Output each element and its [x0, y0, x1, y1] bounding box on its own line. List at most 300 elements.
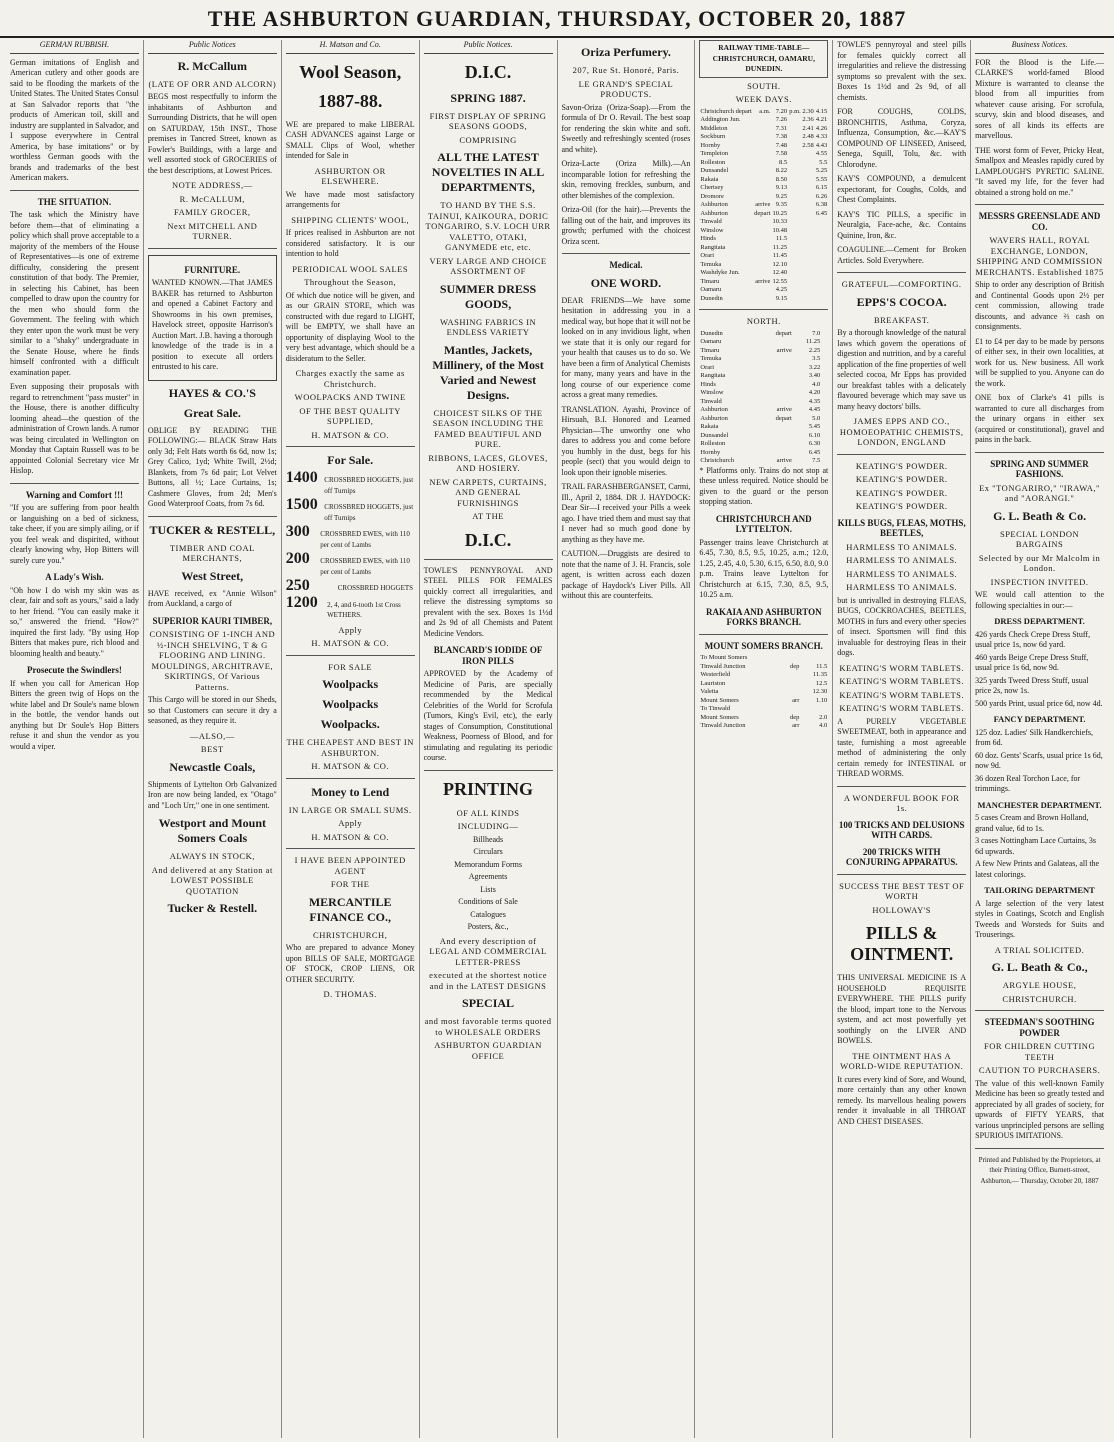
christchurch-label: CHRISTCHURCH,	[313, 929, 388, 940]
dic-first-display: FIRST DISPLAY OF SPRING SEASONS GOODS,	[429, 110, 547, 131]
pills-ointment: PILLS & OINTMENT.	[850, 923, 954, 964]
time-cell	[788, 286, 815, 295]
timetable-row	[699, 671, 828, 680]
time-cell: arrive	[776, 406, 792, 413]
money-to-lend: Money to Lend	[311, 784, 390, 799]
wool-season-title: Wool Season,	[299, 61, 402, 82]
furniture-text: WANTED KNOWN.—That JAMES BAKER has returned to Ashburton and opened a Cabinet Factory and Showrooms in his own premises, Havelock street, opposite Harrison's Auction Mart. J.B. having a thorough knowledge of the trade is in a position to execute all orders entrusted to his care.	[151, 278, 273, 371]
for-the: FOR THE	[330, 879, 370, 889]
time-cell: 7.31	[775, 124, 788, 132]
beath-title-2: G. L. Beath & Co.,	[991, 960, 1088, 974]
appointed-agent: I HAVE BEEN APPOINTED AGENT	[294, 855, 406, 876]
guardian-office: ASHBURTON GUARDIAN OFFICE	[434, 1040, 542, 1061]
time-cell: 2.41	[802, 124, 814, 132]
station-name: Christchurch depart	[700, 107, 752, 115]
timetable-row	[699, 347, 828, 356]
time-cell	[825, 415, 829, 424]
westport-note: And delivered at any Station at LOWEST POSSIBLE QUOTATION	[151, 864, 273, 896]
ribbons-laces: RIBBONS, LACES, GLOVES, AND HOSIERY.	[428, 452, 548, 473]
station-name: Rakaia	[700, 175, 719, 183]
station-name: Dunsandel	[700, 167, 729, 174]
time-cell: 2.0	[819, 713, 828, 721]
time-cell	[761, 440, 793, 449]
time-cell: 6.26	[815, 192, 828, 200]
station-name: Dunedin	[700, 294, 723, 302]
time-cell	[788, 227, 815, 236]
timetable-row	[699, 150, 828, 159]
time-cell	[761, 432, 793, 441]
inspection-label: INSPECTION INVITED.	[990, 576, 1089, 587]
time-cell: 2.25	[808, 346, 821, 354]
time-cell	[815, 295, 828, 304]
hayes-subtitle: Great Sale.	[183, 405, 241, 420]
dress-items	[975, 630, 1104, 710]
choicest-silks: CHOICEST SILKS OF THE SEASON INCLUDING THE FAMED BEAUTIFUL AND PURE.	[432, 407, 544, 449]
time-cell: a.m.	[759, 107, 771, 115]
grateful-label: GRATEFUL—COMFORTING.	[841, 279, 962, 289]
column-1	[6, 40, 144, 1438]
time-cell	[753, 286, 771, 295]
timetable-row	[699, 295, 828, 304]
time-cell: 7.20	[775, 107, 788, 115]
time-cell	[753, 184, 771, 193]
timetable-row	[699, 714, 828, 723]
timetable-row	[699, 338, 828, 347]
time-cell: 3.40	[808, 372, 821, 379]
timetable-row	[699, 432, 828, 441]
hoggets-list	[285, 469, 415, 621]
printing-title: PRINTING	[443, 778, 534, 799]
time-cell: arrive	[776, 457, 792, 464]
wholesale-terms: and most favorable terms quoted to WHOLESALE ORDERS	[424, 1016, 552, 1037]
steedman-title: STEEDMAN'S SOOTHING POWDER	[984, 1017, 1095, 1038]
blancard-heading: BLANCARD'S IODIDE OF IRON PILLS	[433, 645, 543, 666]
harmless-line: HARMLESS TO ANIMALS.	[846, 541, 958, 552]
address-name: R. McCALLUM,	[179, 193, 245, 204]
timetable-row	[699, 201, 828, 210]
timetable-row	[699, 269, 828, 278]
timetable-row	[699, 440, 828, 449]
time-cell: 9.25	[775, 192, 788, 200]
station-name: Winslow	[700, 226, 724, 234]
time-cell: 6.30	[808, 440, 821, 447]
chch-lyttelton-text: Passenger trains leave Christchurch at 6.45, 7.30, 8.5, 9.5, 10.25, a.m.; 12.0, 1.25, 2.45, 4.0, 5.30, 6.15, 6.50, 8.0, 9.0 p.m. Trains leave Lyttelton for Christchurch at 6.15, 7.30, 8.5, 9.5, 10.25 a.m.	[699, 537, 829, 599]
swindlers-heading: Prosecute the Swindlers!	[27, 665, 122, 675]
situation-text-1: The task which the Ministry have before them—that of eliminating a policy which shall prove acceptable to a majority of the members of the House of Representatives—is one of extreme difficulty, considering the present constitution of that body. The Premier, in selecting his Cabinet, has been compelled to draw upon the country for the men who should form the Government. The feeling with which they enter upon the work must be very similar to a "shaky" undergraduate in the Senate House, where he finds himself confronted with a difficult examination paper.	[10, 210, 139, 377]
fancy-item: 36 dozen Real Torchon Lace, for trimmings.	[975, 773, 1081, 793]
oriza-text-2: Oriza-Lacte (Oriza Milk).—An incomparable lotion for refreshing the skin, removing freckles, sunburn, and other blemishes of the complexion.	[561, 159, 691, 200]
warning-heading: Warning and Comfort !!!	[25, 489, 124, 500]
lady-wish-text: "Oh how I do wish my skin was as clear, fair and soft as yours," said a lady to her friend. "You can easily make it so," answered the friend. "How?" inquired the first lady. "By using Hop Bitters that makes pure, rich blood and blooming health and beauty."	[10, 585, 139, 658]
executed-notice: executed at the shortest notice and in the LATEST DESIGNS	[429, 970, 548, 991]
trial-solicited: A TRIAL SOLICITED.	[994, 944, 1085, 955]
time-cell	[753, 167, 771, 176]
time-cell	[815, 278, 828, 287]
cargo-text: This Cargo will be stored in our Sheds, so that Customers can secure it dry a seasoned, as they require it.	[147, 695, 277, 725]
matson-sign-1: H. MATSON & CO.	[311, 429, 389, 440]
time-cell	[753, 176, 771, 185]
kay-linseed-text: FOR COUGHS, COLDS, BRONCHITIS, Asthma, Coryza, Influenza, Consumption, &c.—KAY'S COMPOUND OF LINSEED, Aniseed, Senega, Squill, Tolu, &c. with Chlorodyne.	[837, 107, 967, 169]
time-cell: 8.22	[775, 167, 788, 174]
manchester-dept-heading: MANCHESTER DEPARTMENT.	[977, 799, 1102, 810]
timetable-row	[699, 176, 828, 185]
column-3-header: H. Matson and Co.	[286, 40, 415, 54]
time-cell: 6.10	[808, 431, 821, 439]
time-cell	[788, 261, 815, 270]
time-cell: 11.5	[816, 662, 828, 670]
call-attention: WE would call attention to the following specialties in our:—	[975, 590, 1104, 610]
station-name: Middleton	[700, 124, 728, 132]
time-cell: 10.33	[772, 218, 788, 225]
station-name: Ashburton	[700, 201, 728, 208]
divider	[975, 452, 1104, 453]
time-cell	[761, 398, 793, 407]
time-cell	[781, 688, 800, 697]
cheapest-best: THE CHEAPEST AND BEST IN ASHBURTON.	[286, 737, 414, 758]
station-name: Ashburton	[700, 414, 728, 422]
keating-line: KEATING'S POWDER.	[855, 487, 948, 498]
station-name: Valetta	[700, 688, 719, 695]
dic-spring: SPRING 1887.	[450, 90, 526, 105]
divider	[975, 204, 1104, 205]
fancy-item: 60 doz. Gents' Scarfs, usual price 1s 6d, now 9d.	[975, 750, 1103, 770]
column-2-header: Public Notices	[148, 40, 277, 54]
time-cell: 5.55	[815, 175, 828, 183]
time-cell	[825, 432, 829, 441]
timetable-row	[699, 372, 828, 381]
time-cell: 4.33	[815, 133, 828, 140]
station-name: Tinwald	[700, 218, 722, 225]
timetable-row	[699, 286, 828, 295]
chch-lyttelton-heading: CHRISTCHURCH AND LYTTELTON.	[715, 513, 812, 534]
german-rubbish-text: German imitations of English and American cutlery and other goods are said to be flooding the markets of the United States. The United States Consul at San Salvador reports that "the products of American toil, skill and industry are supplanted in Salvador, and I suppose everywhere in Central America, by base imitations" or by worthless German goods with the brands and trademarks of the best American makers.	[10, 57, 139, 182]
divider	[10, 483, 139, 484]
one-word-heading: ONE WORD.	[590, 275, 662, 290]
time-cell: 2.58	[802, 141, 814, 149]
time-cell	[825, 440, 829, 449]
address-trade: FAMILY GROCER,	[174, 207, 251, 217]
time-cell	[825, 338, 829, 347]
south-timetable	[699, 108, 828, 304]
time-cell: depart	[754, 209, 771, 217]
station-name: Temuka	[700, 260, 722, 268]
woolpacks-twine: WOOLPACKS AND TWINE	[294, 392, 406, 402]
divider	[837, 874, 966, 875]
imprint: Printed and Published by the Proprietors, at their Printing Office, Burnett-street, Ashburton,— Thursday, October 20, 1887	[978, 1155, 1101, 1185]
time-cell	[825, 406, 829, 415]
time-cell: 7.26	[775, 116, 788, 123]
column-7	[833, 40, 971, 1438]
legal-letterpress: And every description of LEGAL AND COMMERCIAL LETTER-PRESS	[429, 935, 547, 967]
breakfast-label: BREAKFAST.	[873, 314, 930, 325]
argyle-house: ARGYLE HOUSE,	[1002, 980, 1077, 990]
fancy-dept-heading: FANCY DEPARTMENT.	[993, 714, 1086, 724]
time-cell	[753, 142, 771, 151]
time-cell: depart	[775, 414, 792, 422]
worm-line: KEATING'S WORM TABLETS.	[839, 662, 965, 673]
swindlers-text: If when you call for American Hop Bitters the green twig of Hops on the white label and Dr Soule's name blown in the bottle, the vendor hands out anything but Dr Soule's Hop Bitters refuse it and shun the vendor as you would a viper.	[10, 678, 139, 751]
time-cell: 10.25	[772, 209, 788, 217]
masthead	[0, 0, 1114, 38]
timetable-row	[699, 116, 828, 125]
north-timetable	[699, 330, 828, 466]
furniture-label: FURNITURE.	[184, 264, 241, 275]
time-cell	[788, 150, 815, 159]
clarke-pills-text: ONE box of Clarke's 41 pills is warranted to cure all discharges from the urinary organs in either sex (acquired or constitutional), gravel and pains in the back.	[975, 393, 1104, 444]
harmless-line: HARMLESS TO ANIMALS.	[846, 582, 958, 592]
station-name: Westerfield	[700, 671, 731, 678]
time-cell	[825, 355, 829, 364]
situation-heading: THE SITUATION.	[37, 196, 112, 207]
time-cell	[825, 457, 829, 466]
station-name: Washdyke Jun.	[700, 269, 740, 276]
kay-compound-text: KAY'S COMPOUND, a demulcent expectorant, for Coughs, Colds, and Chest Complaints.	[837, 174, 967, 204]
divider	[286, 446, 415, 447]
tucker-title: TUCKER & RESTELL,	[149, 522, 276, 537]
advances-text: Who are prepared to advance Money upon BILLS OF SALE, MORTGAGE OF STOCK, CROP LIENS, OR OTHER SECURITY.	[285, 943, 415, 984]
timetable-row	[699, 381, 828, 390]
timetable-row	[699, 330, 828, 339]
harmless-line: HARMLESS TO ANIMALS.	[846, 568, 958, 579]
time-cell: 4.15	[815, 107, 828, 115]
address-location: Next MITCHELL AND TURNER.	[167, 220, 258, 241]
timetable-row	[699, 133, 828, 142]
time-cell	[788, 176, 815, 185]
station-name: Addington Jun.	[700, 116, 741, 123]
time-cell: 4.35	[808, 397, 821, 405]
manchester-item: 5 cases Cream and Brown Holland, grand value, 6d to 1s.	[975, 813, 1089, 833]
station-name: Hinds	[700, 380, 716, 388]
south-label: SOUTH.	[747, 80, 781, 91]
for-sale-heading: For Sale.	[327, 453, 374, 467]
hogget-item: 1400 CROSSBRED HOGGETS, just off Turnips	[285, 469, 414, 495]
time-cell	[753, 133, 771, 142]
time-cell: 4.0	[812, 380, 821, 388]
time-cell	[815, 244, 828, 253]
time-cell: arr	[792, 722, 800, 729]
summer-dress: SUMMER DRESS GOODS,	[439, 281, 537, 311]
oriza-text-1: Savon-Oriza (Oriza-Soap).—From the formula of Dr O. Revail. The best soap for rendering the skin white and soft. Sweetly and refreshingly scented (roses and white).	[561, 102, 691, 154]
time-cell: 2.36	[802, 116, 814, 123]
hogget-item: 200 CROSSBRED EWES, with 110 per cent of Lambs	[285, 550, 410, 576]
dress-item: 325 yards Tweed Dress Stuff, usual price 2s, now 1s.	[975, 675, 1089, 695]
station-name: Oamaru	[700, 286, 722, 293]
time-cell: 5.0	[812, 414, 821, 422]
station-name: Rakaia	[700, 423, 719, 430]
time-cell: 12.10	[772, 260, 788, 268]
carpets-curtains: NEW CARPETS, CURTAINS, AND GENERAL FURNISHINGS	[429, 476, 547, 508]
epps-text: By a thorough knowledge of the natural laws which govern the operations of digestion and nutrition, and by a careful application of the fine properties of well selected cocoa, Mr Epps has provided our breakfast tables with a delicately flavoured beverage which may save us many heavy doctors' bills.	[837, 328, 967, 411]
time-cell	[761, 449, 793, 458]
time-cell: 12.30	[812, 688, 828, 695]
time-cell	[753, 159, 771, 168]
column-4-header: Public Notices.	[424, 40, 553, 54]
printing-item: Memorandum Forms	[454, 859, 522, 869]
time-cell	[788, 159, 815, 168]
oriza-special: LE GRAND'S SPECIAL PRODUCTS.	[578, 78, 674, 99]
divider	[286, 848, 415, 849]
epps-cocoa: EPPS'S COCOA.	[856, 294, 947, 309]
lady-wish-heading: A Lady's Wish.	[45, 572, 104, 582]
time-cell: 8.50	[775, 175, 788, 183]
time-cell	[788, 269, 815, 278]
printing-item: Circulars	[473, 847, 503, 856]
time-cell	[788, 201, 815, 210]
christchurch-label-2: CHRISTCHURCH.	[1002, 993, 1077, 1004]
time-cell: 6.15	[815, 184, 828, 191]
apply-label-2: Apply	[338, 818, 363, 828]
time-cell	[800, 705, 828, 714]
time-cell	[781, 671, 800, 680]
column-8-header: Business Notices.	[975, 40, 1104, 54]
hayes-title: HAYES & CO.'S	[168, 385, 256, 400]
thomas-sign: D. THOMAS.	[323, 989, 377, 999]
tailoring-dept-heading: TAILORING DEPARTMENT	[984, 885, 1095, 895]
kauri-heading: SUPERIOR KAURI TIMBER,	[152, 615, 273, 626]
station-name: Rangitata	[700, 243, 726, 251]
station-name: Dunedin	[700, 329, 723, 337]
timetable-row	[699, 125, 828, 134]
time-cell: 2.48	[802, 133, 814, 140]
mantles-jackets: Mantles, Jackets, Millinery, of the Most Varied and Newest Designs.	[432, 342, 544, 402]
woolpacks-1: Woolpacks	[322, 677, 379, 691]
time-cell: 11.25	[805, 338, 821, 345]
blancard-text: APPROVED by the Academy of Medicine of Paris, are specially recommended by the Medical Celebrities of the World for Scrofula (Tumors, King's Evil, etc), the early stages of Consumption, Constitutional Weakness, Poorness of Blood, and for stimulating and regulating its periodic course.	[423, 669, 553, 762]
woolpacks-3: Woolpacks.	[320, 717, 380, 731]
time-cell: 12.40	[772, 269, 788, 276]
timetable-row	[699, 449, 828, 458]
manchester-items	[975, 813, 1104, 880]
time-cell	[781, 654, 800, 663]
time-cell	[788, 235, 815, 244]
station-name: Templeton	[700, 150, 729, 157]
wool-text-2: We have made most satisfactory arrangements for	[285, 189, 415, 209]
assortment-label: VERY LARGE AND CHOICE ASSORTMENT OF	[429, 255, 547, 276]
station-name: Ashburton	[700, 209, 728, 217]
railway-header: RAILWAY TIME-TABLE—CHRISTCHURCH, OAMARU, DUNEDIN.	[699, 40, 828, 78]
station-name: Mount Somers	[700, 696, 739, 704]
time-cell	[753, 150, 771, 159]
time-cell	[815, 269, 828, 278]
station-name: Orari	[700, 252, 715, 259]
keating-text: but is unrivalled in destroying FLEAS, BUGS, COCKROACHES, BEETLES, MOTHS in furs and every other species of insect. Sportsmen will find this invaluable for destroying fleas in their dogs.	[837, 595, 967, 657]
time-cell: 4.0	[819, 722, 828, 729]
time-cell	[825, 364, 829, 373]
column-6	[695, 40, 833, 1438]
hogget-item: 250 CROSSBRED HOGGETS	[285, 577, 414, 594]
time-cell	[753, 235, 771, 244]
timetable-row	[699, 227, 828, 236]
timetable-row	[699, 193, 828, 202]
time-cell: 1.10	[815, 696, 828, 704]
printing-item: Conditions of Sale	[458, 897, 518, 906]
time-cell: 12.5	[815, 679, 828, 687]
time-cell	[825, 372, 829, 381]
divider	[424, 770, 553, 771]
steedman-for: FOR CHILDREN CUTTING TEETH	[984, 1041, 1096, 1062]
time-cell	[753, 227, 771, 236]
time-cell	[761, 364, 793, 373]
time-cell	[753, 116, 771, 125]
time-cell: 7.0	[812, 329, 821, 337]
worm-line: KEATING'S WORM TABLETS.	[839, 703, 965, 713]
divider	[562, 253, 691, 254]
timetable-row	[699, 697, 828, 706]
wool-places: ASHBURTON OR ELSEWHERE.	[314, 165, 386, 186]
time-cell: 4.45	[808, 406, 821, 413]
time-cell: dep	[789, 713, 800, 721]
time-cell: 9.15	[775, 294, 788, 302]
divider	[837, 454, 966, 455]
medical-heading: Medical.	[609, 260, 643, 270]
mccallum-subtitle: (LATE OF ORR AND ALCORN)	[148, 78, 277, 89]
hayes-text: OBLIGE BY READING THE FOLLOWING:— BLACK Straw Hats only 3d; Felt Hats worth 6s 6d, now 1s; Grey Calico, 1yd; White Twill, 2½d; Blankets, from 7s 6d pair; Lot Velvet Buttons, all ½; Lace Curtains, 1s; Cashmere Gloves, from 2d; Men's Good Waterproof Coats, from 7s 6d.	[147, 425, 277, 508]
time-cell	[788, 244, 815, 253]
station-name: Christchurch	[700, 457, 734, 464]
column-2	[144, 40, 282, 1438]
dic-title: D.I.C.	[464, 61, 512, 82]
keating-line: KEATING'S POWDER.	[855, 474, 948, 484]
station-name: Ashburton	[700, 406, 728, 413]
time-cell: arr	[792, 696, 800, 704]
time-cell: 8.5	[778, 158, 788, 166]
timetable-row	[699, 722, 828, 731]
time-cell	[761, 381, 793, 390]
keating-line: KEATING'S POWDER.	[855, 501, 948, 511]
column-3	[282, 40, 420, 1438]
time-cell	[815, 235, 828, 244]
timetable-row	[699, 142, 828, 151]
greenslade-title: MESSRS GREENSLADE AND CO.	[978, 211, 1101, 232]
greenslade-sub: WAVERS HALL, ROYAL EXCHANGE, LONDON, SHIPPING AND COMMISSION MERCHANTS. Established 1875	[975, 235, 1104, 277]
epps-address: JAMES EPPS AND CO., HOMOEOPATHIC CHEMISTS, LONDON, ENGLAND	[839, 416, 964, 447]
divider	[10, 190, 139, 191]
time-cell	[815, 252, 828, 261]
time-cell	[815, 218, 828, 227]
time-cell	[788, 167, 815, 176]
divider	[148, 248, 277, 249]
timetable-row	[699, 705, 828, 714]
time-cell	[753, 193, 771, 202]
station-name: Rolleston	[700, 440, 726, 447]
tucker-location: West Street,	[181, 568, 244, 583]
haydock-caution: CAUTION.—Druggists are desired to note that the name of J. H. Francis, sole agent, is written across each dozen package of Haydock's Liver Pills. All without this are counterfeits.	[561, 549, 691, 600]
time-cell	[753, 125, 771, 134]
timetable-row	[699, 184, 828, 193]
address-label: NOTE ADDRESS,—	[171, 180, 253, 190]
wool-season-years: 1887-88.	[317, 90, 383, 111]
time-cell: 3.22	[808, 363, 821, 371]
time-cell	[825, 347, 829, 356]
timetable-row	[699, 406, 828, 415]
time-cell	[825, 423, 829, 432]
tucker-subtitle: TIMBER AND COAL MERCHANTS,	[169, 542, 255, 563]
time-cell: 4.43	[815, 141, 828, 149]
steedman-text: The value of this well-known Family Medicine has been so greatly tested and appreciated by all grades of society, for upwards of FIFTY YEARS, that various unprincipled persons are selling SPURIOUS IMITATIONS.	[975, 1078, 1104, 1140]
timetable-row	[699, 218, 828, 227]
charges-note: Charges exactly the same as Christchurch.	[295, 368, 405, 389]
dress-item: 426 yards Check Crepe Dress Stuff, usual price 1s, now 6d yard.	[975, 629, 1091, 649]
printing-item: Billheads	[472, 834, 504, 844]
timetable-row	[699, 244, 828, 253]
bargains-label: SPECIAL LONDON BARGAINS	[999, 528, 1080, 549]
time-cell	[761, 355, 793, 364]
timetable-row	[699, 654, 828, 663]
time-cell	[825, 389, 829, 398]
fancy-items	[975, 728, 1104, 795]
station-name: Dromore	[700, 192, 724, 200]
time-cell: dep	[789, 662, 800, 670]
